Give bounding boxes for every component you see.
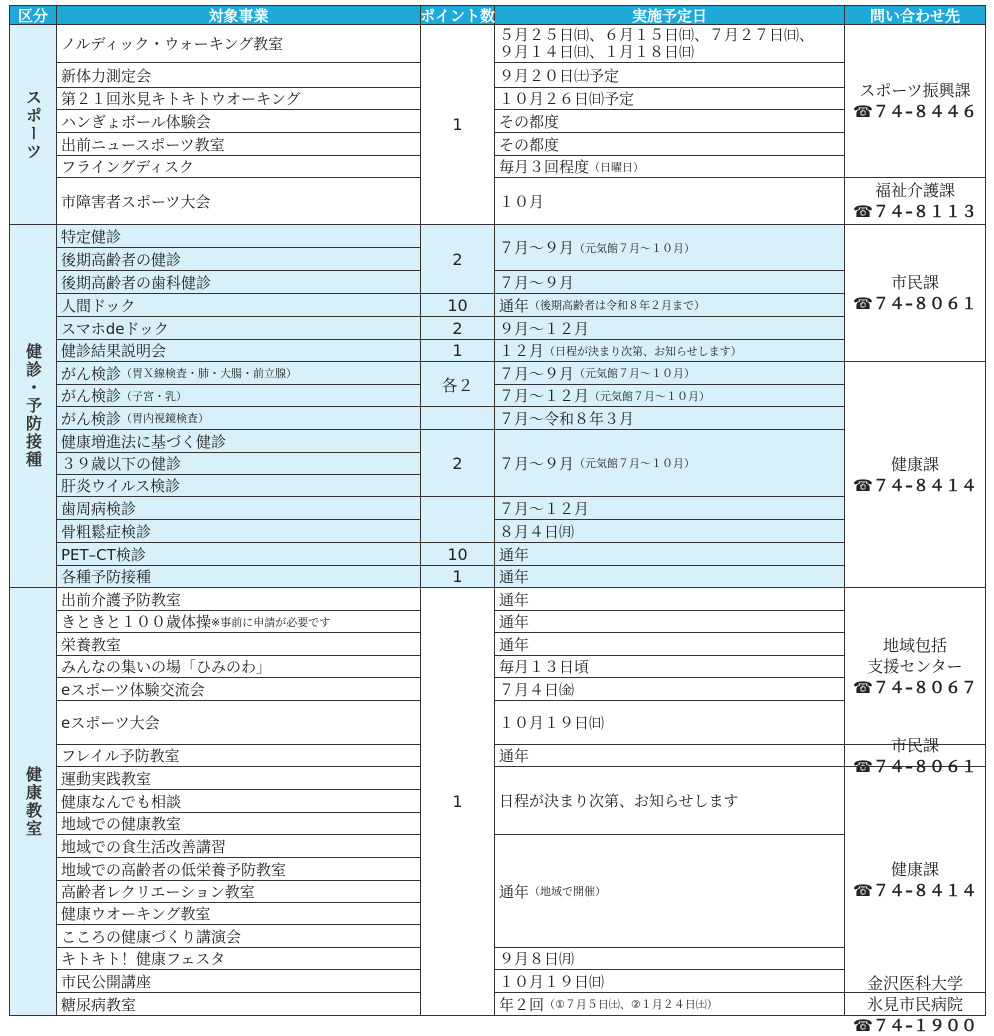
schedule-date [495,701,845,745]
program-name [57,520,421,543]
cell-text: 各２ [441,375,474,395]
schedule-date [495,225,845,271]
contact-info [845,225,986,362]
cell-text: （子宮・乳） [121,389,188,403]
schedule-date [495,178,845,225]
cell-text: 問い合わせ先 [869,6,960,25]
cell-text: 通年 [499,882,530,901]
cell-text: 健康なんでも相談 [61,792,182,811]
schedule-date [495,407,845,430]
cell-text: ７月～９月 [499,454,575,473]
cell-text: （元気館７月～１０月） [574,457,696,470]
program-name [57,745,421,767]
contact-info [845,973,986,1035]
program-label: 市障害者スポーツ大会 [61,192,211,211]
program-name [57,835,421,858]
cell-text: ７月４日㈮ [499,680,575,699]
program-name [57,453,421,475]
cell-text: ９月８日㈪ [499,950,575,968]
cell-text: 各種予防接種 [61,568,152,586]
cell-text: 実施予定日 [631,6,707,25]
cell-text: １０月２６日㈰予定 [499,90,635,108]
contact-info [845,588,986,745]
cell-text: 健康課 [890,454,939,474]
cell-text: ７月～１２月 [499,499,590,518]
cell-text: 毎月１３日頃 [499,658,590,676]
cell-text: 1 [452,115,463,134]
program-name [57,225,421,248]
cell-text: 毎月３回程度 [499,158,590,176]
program-name [57,678,421,701]
program-name [57,543,421,566]
phone-label: ☎７４–１９００ [853,1015,977,1035]
program-label: 後期高齢者の歯科健診 [61,273,212,292]
contact-info [845,178,986,225]
program-name [57,430,421,453]
cell-text: 金沢医科大学 [866,973,963,993]
cell-text: （日程が決まり次第、お知らせします） [544,344,742,358]
schedule-date [495,520,845,543]
schedule-date [495,63,845,88]
program-name [57,248,421,271]
cell-text: 対象事業 [208,6,269,25]
cell-text: 支援センター [867,656,963,676]
cell-text: 健康ウオーキング教室 [61,905,211,923]
schedule-date [495,633,845,656]
program-label: フライングディスク [61,158,195,176]
cell-text: （後期高齢者は令和８年２月まで） [529,299,706,312]
program-name [57,767,421,790]
program-name [57,317,421,340]
schedule-date [495,156,845,178]
schedule-date [495,566,845,588]
cell-text: 通年 [499,747,530,765]
cell-text: （日曜日） [589,160,645,174]
cell-text: 通年 [499,568,530,586]
points-value [421,25,495,225]
program-label: 出前ニュースポーツ教室 [61,135,225,154]
cell-text: ９月～１２月 [499,319,590,338]
cell-text: １０月 [499,192,545,211]
cell-text: ７月～９月 [499,239,575,257]
cell-text: 糖尿病教室 [61,995,137,1014]
points-value [421,362,495,407]
cell-text: （元気館７月～１０月） [589,389,711,403]
program-label: 後期高齢者の健診 [61,250,182,269]
program-name [57,407,421,430]
program-name [57,566,421,588]
cell-text: 高齢者レクリエーション教室 [61,883,255,901]
cell-text: PET–CT検診 [61,545,146,564]
cell-text: 市民公開講座 [61,972,152,991]
program-name [57,178,421,225]
program-name [57,385,421,407]
points-value [421,294,495,317]
schedule-date [495,271,845,294]
phone-label: ☎７４–８０６１ [853,294,977,313]
program-name [57,858,421,881]
cell-text: キトキト！健康フェスタ [61,950,226,968]
program-name [57,701,421,745]
header-points [421,5,495,25]
schedule-date [495,340,845,362]
schedule-date [495,993,845,1016]
cell-text: がん検診 [61,387,122,405]
program-name [57,611,421,633]
cell-text: 通年 [499,613,530,631]
category-health-class [9,588,57,1016]
schedule-date [495,745,845,767]
cell-text: （胃Ｘ線検査・肺・大腸・前立腺） [121,367,298,380]
cell-text: 1 [452,567,463,586]
schedule-date [495,543,845,566]
points-value [421,340,495,362]
phone-label: ☎７４–８４４６ [853,102,977,121]
cell-text: 骨粗鬆症検診 [61,522,152,541]
category-health-check [9,225,57,588]
schedule-date [495,835,845,948]
cell-text: （胃内視鏡検査） [121,412,210,425]
program-name [57,294,421,317]
cell-text: （元気館７月～１０月） [574,367,696,380]
cell-text: （①７月５日㈯、②１月２４日㈯） [544,998,718,1011]
points-value [421,225,495,294]
contact-info [845,735,986,776]
cell-text: 年２回 [499,995,545,1014]
schedule-date [495,88,845,110]
header-schedule [495,5,845,25]
cell-text: その都度 [499,112,560,131]
cell-text: ７月～１２月 [499,387,590,405]
header-category [9,5,57,25]
contact-info [845,25,986,178]
program-label: 新体力測定会 [61,66,152,85]
cell-text: 健康教室 [23,765,43,838]
program-name [57,271,421,294]
cell-text: 健康増進法に基づく健診 [61,432,227,451]
cell-text: １０月１９日㈰ [499,714,605,732]
schedule-date [495,656,845,678]
cell-text: 健診・予防接種 [23,343,43,469]
cell-text: スポーツ [23,88,43,161]
program-name [57,656,421,678]
cell-text: 区分 [17,6,48,25]
cell-text: １２月 [499,342,545,360]
program-name [57,25,421,63]
program-name [57,88,421,110]
cell-text: ７月～９月 [499,364,575,383]
program-name [57,588,421,611]
header-contact [845,5,986,25]
cell-text: 市民課 [890,273,939,292]
cell-text: こころの健康づくり講演会 [61,927,242,946]
program-name [57,362,421,385]
schedule-date [495,588,845,611]
cell-text: 通年 [499,296,530,315]
schedule-date [495,362,845,385]
schedule-date [495,497,845,520]
program-name [57,475,421,497]
schedule-date [495,611,845,633]
cell-text: 2 [452,249,463,269]
phone-label: ☎７４–８１１３ [853,202,977,221]
schedule-date [495,678,845,701]
program-name [57,633,421,656]
cell-text: 1 [452,792,463,811]
cell-text: 通年 [499,545,530,564]
program-name [57,497,421,520]
schedule-date [495,948,845,970]
program-name [57,110,421,133]
cell-text: ７月～令和８年３月 [499,409,635,428]
cell-text: 地域包括 [882,635,947,655]
program-name [57,881,421,903]
schedule-date [495,317,845,340]
cell-text: 健康課 [890,859,939,879]
schedule-date [495,385,845,407]
points-value [421,497,495,543]
program-label: 第２１回氷見キトキトウオーキング [61,90,301,108]
program-label: 健診結果説明会 [61,342,167,360]
cell-text: 栄養教室 [61,635,122,654]
cell-text: 氷見市民病院 [866,994,963,1014]
cell-text: 地域での食生活改善講習 [61,837,227,856]
program-label: ノルディック・ウォーキング教室 [61,35,284,53]
cell-text: eスポーツ大会 [61,714,160,732]
cell-text: 肝炎ウイルス検診 [61,477,181,495]
contact-info [845,362,986,588]
schedule-date [495,110,845,133]
points-value [421,566,495,588]
cell-text: 地域での健康教室 [61,815,182,833]
cell-text: （元気館７月～１０月） [574,241,696,255]
cell-text: 運動実践教室 [61,769,152,788]
program-name [57,925,421,948]
cell-text: 地域での高齢者の低栄養予防教室 [61,860,287,879]
schedule-date [495,767,845,835]
program-name [57,948,421,970]
cell-text: ５月２５日㈰、６月１５日㈰、７月２７日㈰、 [499,25,815,44]
schedule-date [495,294,845,317]
cell-text: スポーツ振興課 [859,81,971,100]
cell-text: ※事前に申請が必要です [211,615,331,629]
schedule-date [495,970,845,993]
program-label: ハンぎょボール体験会 [61,112,211,131]
program-name [57,903,421,925]
cell-text: ９月１４日㈰、１月１８日㈰ [499,42,695,61]
cell-text: 1 [452,341,463,360]
phone-label: ☎７４–８０６７ [853,677,977,697]
program-label: 人間ドック [61,296,136,315]
cell-text: ポイント数 [420,6,496,25]
cell-text: フレイル予防教室 [61,747,180,765]
program-name [57,133,421,156]
cell-text: （地域で開催） [529,885,607,898]
cell-text: 10 [447,295,468,315]
cell-text: １０月１９日㈰ [499,972,605,991]
schedule-date [495,430,845,497]
cell-text: みんなの集いの場「ひみのわ」 [61,658,272,676]
cell-text: 10 [447,544,468,564]
schedule-date [495,133,845,156]
cell-text: 通年 [499,590,530,609]
cell-text: ９月２０日㈯予定 [499,66,620,85]
points-value [421,317,495,340]
program-name [57,970,421,993]
points-value [421,430,495,497]
cell-text: ３９歳以下の健診 [61,455,182,473]
schedule-date [495,25,845,63]
program-label: スマホdeドック [61,319,169,338]
phone-label: ☎７４–８４１４ [853,880,977,900]
cell-text: 2 [452,318,463,338]
cell-text: 出前介護予防教室 [61,590,182,609]
cell-text: 通年 [499,635,530,654]
program-name [57,993,421,1016]
cell-text: がん検診 [61,364,122,383]
cell-text: 市民課 [890,735,939,755]
program-table [9,5,986,1035]
phone-label: ☎７４–８４１４ [853,475,977,495]
program-name [57,156,421,178]
program-name [57,790,421,813]
points-value [421,407,495,430]
program-name [57,340,421,362]
cell-text: がん検診 [61,409,122,428]
cell-text: ７月～９月 [499,273,575,292]
cell-text: きときと１００歳体操 [61,613,212,631]
points-value [421,543,495,566]
header-program [57,5,421,25]
category-sports [9,25,57,225]
program-name [57,63,421,88]
cell-text: 日程が決まり次第、お知らせします [499,792,739,810]
cell-text: その都度 [499,135,560,154]
contact-info [845,767,986,993]
cell-text: ８月４日㈪ [499,522,575,541]
program-name [57,813,421,835]
cell-text: 歯周病検診 [61,499,137,518]
points-value [421,588,495,1016]
program-label: 特定健診 [61,227,122,246]
cell-text: 2 [452,453,463,473]
phone-label: ☎７４–８０６１ [853,756,977,776]
cell-text: eスポーツ体験交流会 [61,680,205,699]
cell-text: 福祉介護課 [874,181,955,200]
